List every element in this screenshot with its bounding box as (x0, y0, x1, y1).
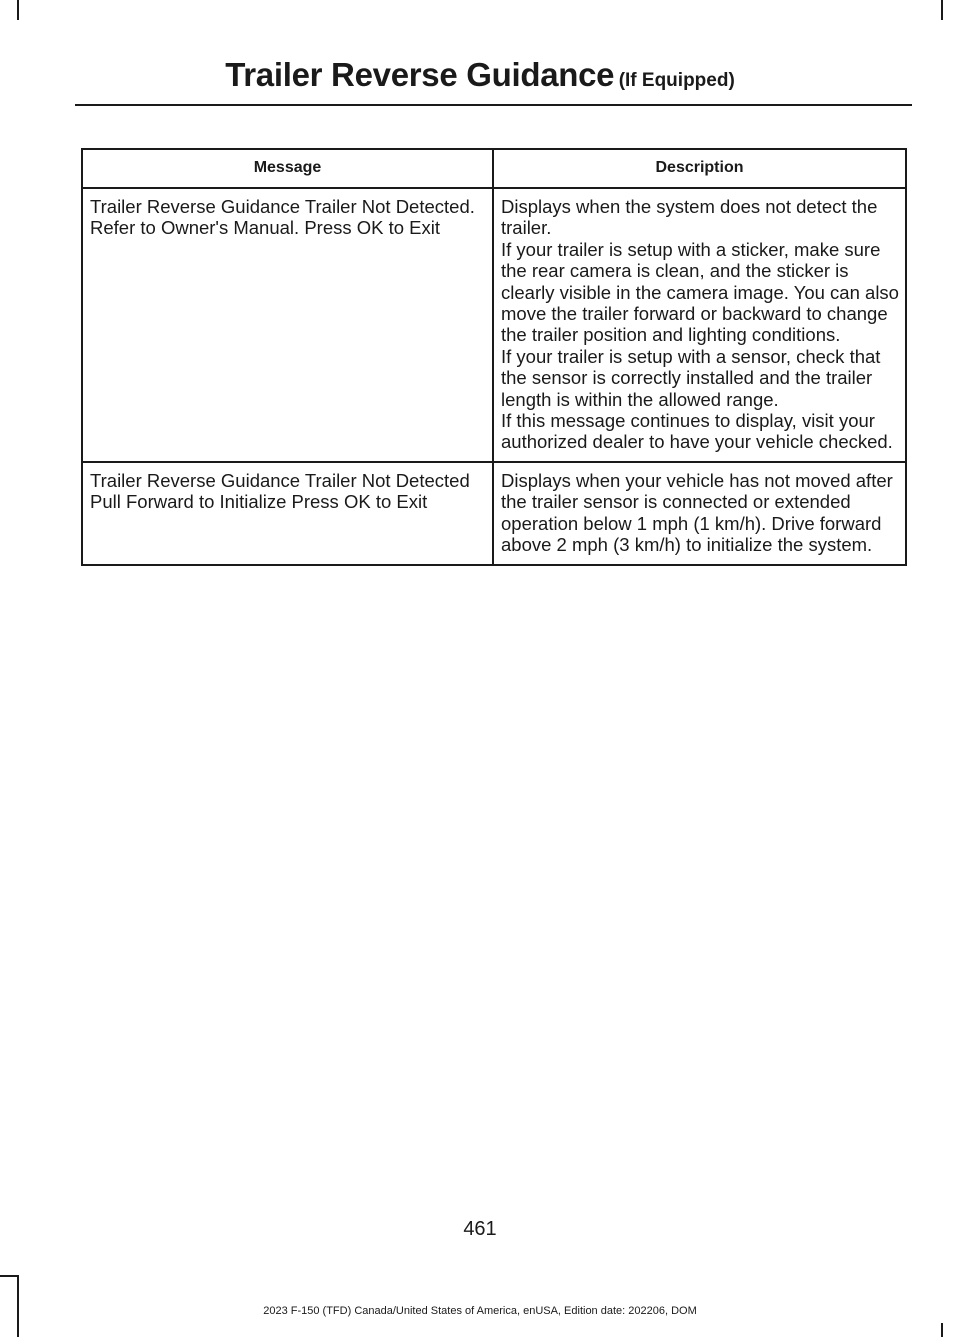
column-header-description: Description (493, 149, 906, 188)
crop-mark (941, 0, 943, 20)
table-row (82, 188, 906, 462)
page-title (0, 56, 960, 94)
message-table (81, 148, 907, 566)
description-paragraph: If your trailer is setup with a sensor, check that the sensor is correctly installed and the trailer length is within the allowed range. (501, 345, 881, 410)
description-cell (493, 188, 906, 462)
crop-mark (941, 1323, 943, 1337)
description-paragraph: Displays when your vehicle has not moved after the trailer sensor is connected or extended operation below 1 mph (1 km/h). Drive forward above 2 mph (3 km/h) to initialize the system. (501, 469, 893, 556)
page-title-qualifier: (If Equipped) (618, 70, 735, 91)
crop-mark (17, 0, 19, 20)
table-row (82, 462, 906, 565)
page-title-main: Trailer Reverse Guidance (225, 56, 615, 93)
description-cell (493, 462, 906, 565)
column-header-message: Message (82, 149, 493, 188)
message-cell: Trailer Reverse Guidance Trailer Not Detected Pull Forward to Initialize Press OK to Exit (82, 462, 493, 565)
message-cell: Trailer Reverse Guidance Trailer Not Detected. Refer to Owner's Manual. Press OK to Exit (82, 188, 493, 462)
description-paragraph: If your trailer is setup with a sticker, make sure the rear camera is clean, and the sticker is clearly visible in the camera image. You can also move the trailer forward or backward to change the trailer position and lighting conditions. (501, 238, 899, 346)
description-paragraph: If this message continues to display, visit your authorized dealer to have your vehicle checked. (501, 410, 893, 453)
crop-mark (0, 1275, 19, 1277)
description-paragraph: Displays when the system does not detect the trailer. (501, 196, 878, 239)
edition-footer: 2023 F-150 (TFD) Canada/United States of America, enUSA, Edition date: 202206, DOM (263, 1305, 697, 1317)
title-divider (75, 104, 912, 106)
table-header-row (82, 149, 906, 188)
page-number: 461 (463, 1218, 497, 1240)
